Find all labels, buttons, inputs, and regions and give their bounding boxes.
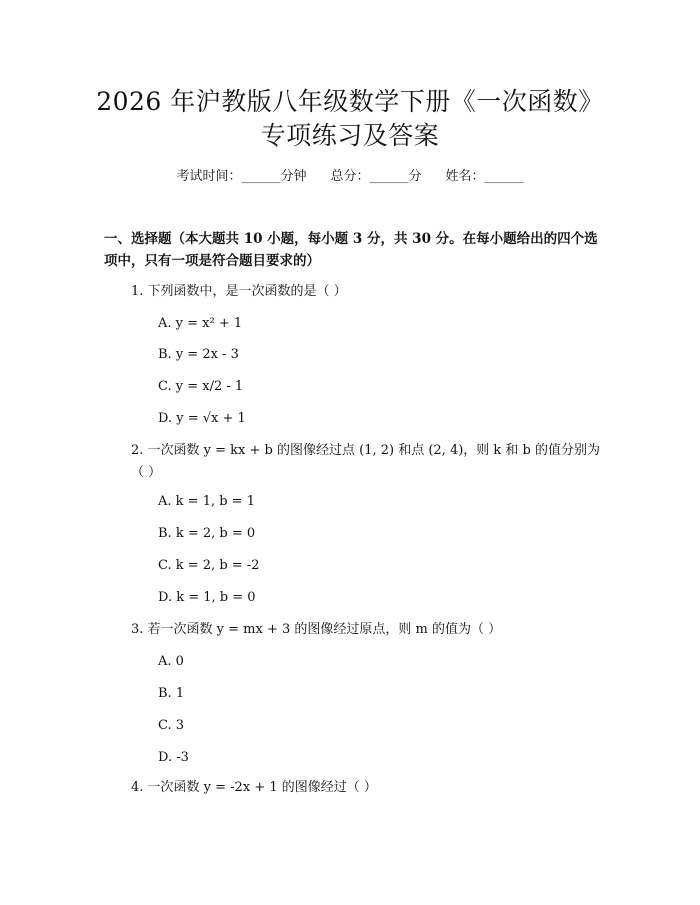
question-option: A. y = x² + 1: [158, 316, 243, 331]
exam-title-line1: 2026 年沪教版八年级数学下册《一次函数》: [96, 87, 604, 116]
question-option: D. -3: [158, 750, 189, 765]
question-option: C. 3: [158, 718, 185, 733]
question-option: D. k = 1, b = 0: [158, 590, 256, 605]
question-stem: 3. 若一次函数 y = mx + 3 的图像经过原点，则 m 的值为（ ）: [131, 622, 502, 637]
student-name-field: 姓名：______: [445, 169, 524, 184]
section-heading-multiple-choice: 一、选择题（本大题共 10 小题，每小题 3 分，共 30 分。在每小题给出的四个选项中，只有一项是符合题目要求的）: [104, 231, 598, 269]
question-stem: 2. 一次函数 y = kx + b 的图像经过点 (1, 2) 和点 (2, 4)，则 k 和 b 的值分别为（ ）: [131, 443, 601, 480]
question-option: B. 1: [158, 686, 185, 701]
question-option: B. k = 2, b = 0: [158, 526, 256, 541]
question-option: D. y = √x + 1: [158, 411, 246, 426]
total-score-field: 总分：______分: [330, 169, 422, 184]
exam-title-line2: 专项练习及答案: [260, 121, 440, 150]
question-option: B. y = 2x - 3: [158, 347, 239, 362]
question-stem: 4. 一次函数 y = -2x + 1 的图像经过（ ）: [131, 780, 377, 795]
exam-meta: [0, 168, 700, 186]
question-option: A. k = 1, b = 1: [158, 494, 255, 509]
exam-time-field: 考试时间：______分钟: [176, 169, 307, 184]
question-option: C. k = 2, b = -2: [158, 558, 260, 573]
question-option: A. 0: [158, 654, 184, 669]
question-stem: 1. 下列函数中，是一次函数的是（ ）: [131, 284, 347, 299]
question-option: C. y = x/2 - 1: [158, 379, 244, 394]
